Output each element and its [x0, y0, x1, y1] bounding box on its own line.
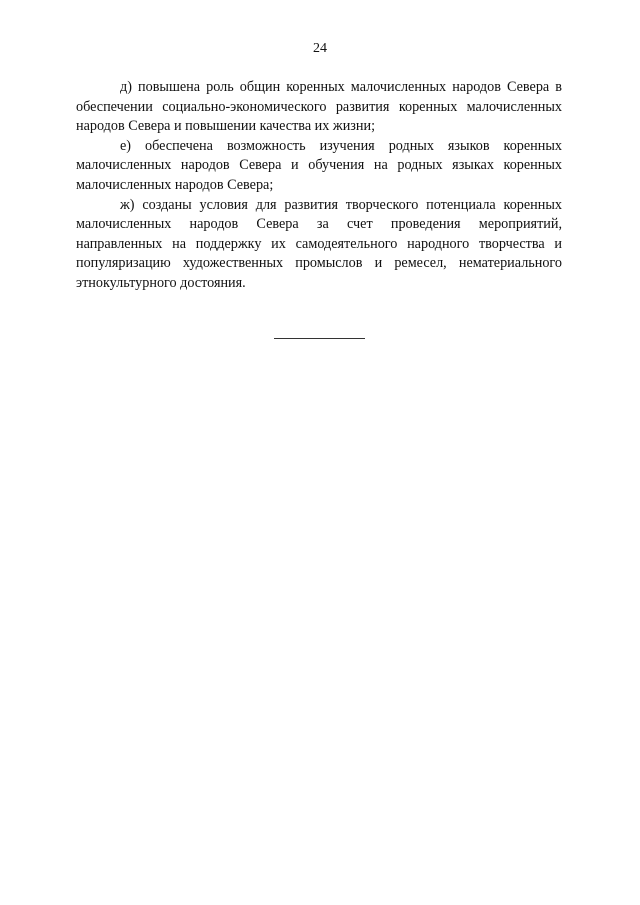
paragraph-zh: ж) созданы условия для развития творческого потенциала коренных малочисленных народов Севера за счет проведения мероприятий, направленных на поддержку их самодеятельного народного творчества и популяризацию художественных промыслов и ремесел, нематериального этнокультурного достояния. — [76, 196, 562, 291]
paragraph-e: е) обеспечена возможность изучения родных языков коренных малочисленных народов Севера и обучения на родных языках коренных малочисленных народов Севера; — [76, 137, 562, 193]
end-separator-line — [274, 338, 365, 339]
page-number: 24 — [313, 41, 327, 56]
document-body — [76, 78, 562, 294]
paragraph-d: д) повышена роль общин коренных малочисленных народов Севера в обеспечении социально-экономического развития коренных малочисленных народов Севера и повышении качества их жизни; — [76, 79, 562, 135]
